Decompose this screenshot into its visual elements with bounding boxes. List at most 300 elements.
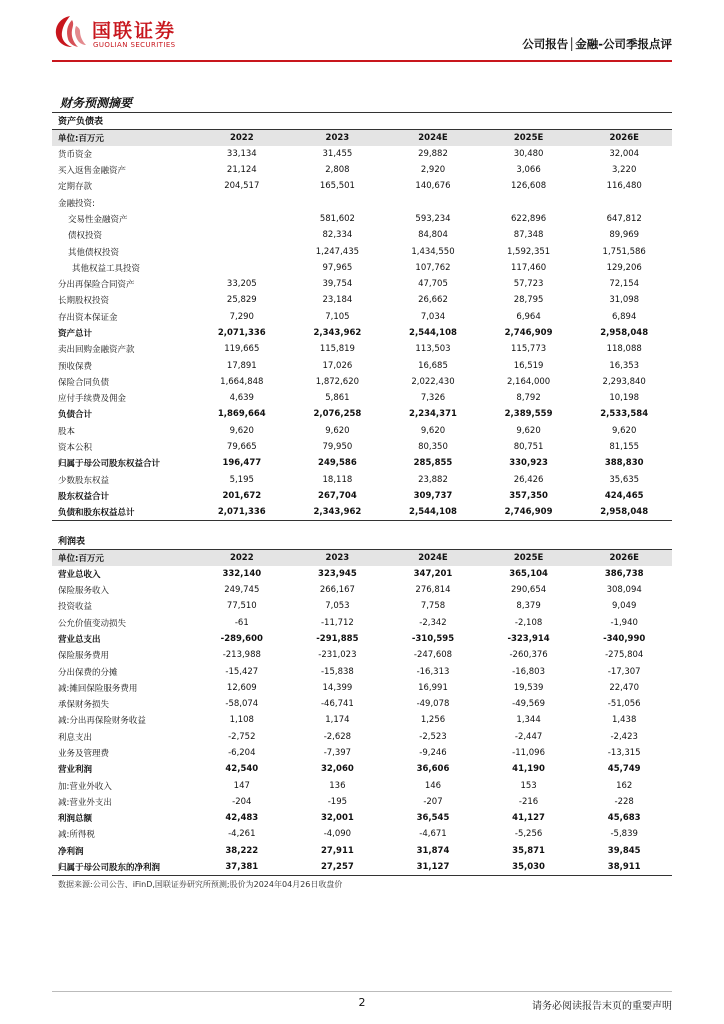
cell-value: -2,342: [419, 617, 447, 628]
row-label: 负债合计: [58, 410, 93, 421]
table-row: [52, 614, 672, 630]
cell-value: -2,447: [514, 731, 543, 742]
cell-value: 276,814: [415, 585, 451, 596]
cell-value: 21,124: [226, 165, 257, 176]
year-header: 2024E: [385, 549, 481, 565]
logo-text-en: GUOLIAN SECURITIES: [93, 41, 176, 49]
table-row: [52, 598, 672, 614]
cell-value: 16,353: [609, 360, 640, 371]
row-label: 股东权益合计: [58, 491, 110, 502]
cell-value: -213,988: [222, 650, 261, 661]
cell-value: 29,882: [418, 148, 448, 159]
cell-value: 2,544,108: [409, 328, 457, 338]
row-label: 减:所得税: [58, 830, 95, 841]
cell-value: 424,465: [604, 490, 644, 501]
cell-value: -260,376: [509, 650, 548, 661]
cell-value: 17,891: [226, 360, 257, 371]
cell-value: 2,343,962: [313, 328, 362, 338]
table-caption: 资产负债表: [52, 113, 672, 129]
cell-value: -49,569: [512, 699, 545, 710]
year-header: 2022: [194, 129, 290, 145]
table-row: [52, 488, 672, 504]
cell-value: 9,620: [516, 425, 541, 436]
cell-value: -4,671: [419, 829, 447, 840]
cell-value: 249,745: [224, 585, 260, 596]
cell-value: 2,958,048: [576, 504, 672, 520]
cell-value: -6,204: [228, 748, 256, 758]
cell-value: 26,426: [513, 474, 544, 485]
cell-value: 323,945: [318, 568, 357, 579]
table-row: [52, 566, 672, 582]
cell-value: -58,074: [225, 699, 259, 710]
cell-value: 162: [616, 780, 633, 791]
table-row: [52, 826, 672, 842]
cell-value: -17,307: [607, 666, 641, 677]
table-row: [52, 504, 672, 520]
cell-value: -291,885: [316, 633, 359, 644]
report-type: 公司报告│金融-公司季报点评: [522, 37, 672, 51]
cell-value: 80,350: [418, 442, 448, 453]
cell-value: 26,662: [418, 295, 448, 306]
row-label: 分出保费的分摊: [58, 667, 118, 678]
cell-value: 622,896: [511, 213, 547, 224]
row-label: 长期股权投资: [58, 296, 110, 307]
cell-value: -204: [232, 796, 252, 807]
cell-value: 388,830: [604, 458, 644, 469]
table-row: [52, 162, 672, 178]
year-header: 2023: [290, 549, 386, 565]
cell-value: 7,034: [420, 311, 446, 322]
cell-value: 2,343,962: [290, 504, 386, 520]
cell-value: 6,964: [516, 311, 541, 322]
cell-value: 126,608: [511, 181, 547, 192]
row-label: 定期存款: [58, 182, 93, 193]
cell-value: -195: [327, 796, 348, 807]
table-row: [52, 423, 672, 439]
cell-value: -289,600: [220, 633, 263, 644]
cell-value: 119,665: [224, 344, 260, 355]
cell-value: 25,829: [226, 295, 257, 306]
cell-value: -15,427: [225, 666, 259, 677]
cell-value: 9,049: [612, 601, 637, 612]
cell-value: -9,246: [419, 748, 447, 758]
cell-value: 593,234: [415, 213, 451, 224]
guolian-logo-icon: [52, 14, 88, 48]
row-label: 保险服务收入: [58, 586, 110, 597]
table-row: [52, 341, 672, 357]
cell-value: -13,315: [607, 748, 641, 758]
cell-value: -310,595: [411, 633, 455, 644]
cell-value: -207: [423, 796, 443, 807]
row-label: 资本公积: [58, 443, 93, 454]
cell-value: 35,871: [512, 845, 545, 856]
cell-value: -49,078: [416, 699, 450, 710]
cell-value: [194, 243, 290, 259]
table-row: [52, 745, 672, 761]
cell-value: 82,334: [322, 230, 353, 241]
cell-value: 9,620: [325, 425, 350, 436]
cell-value: 357,350: [509, 490, 548, 501]
row-label: 减:摊回保险服务费用: [58, 683, 138, 694]
cell-value: 1,434,550: [411, 246, 455, 257]
source-note: 数据来源:公司公告、iFinD,国联证券研究所预测;股价为2024年04月26日收盘价: [58, 880, 343, 889]
cell-value: [481, 194, 577, 210]
cell-value: 249,586: [318, 458, 357, 469]
cell-value: 33,205: [226, 279, 257, 290]
cell-value: 1,664,848: [220, 376, 264, 387]
table-row: [52, 292, 672, 308]
table-caption-row: [52, 533, 672, 549]
row-label: 预收保费: [58, 361, 93, 372]
cell-value: -16,803: [512, 666, 545, 677]
cell-value: 5,861: [325, 393, 350, 404]
page-number: 2: [358, 996, 366, 1009]
section-title: 财务预测摘要: [60, 96, 133, 110]
cell-value: 8,792: [516, 393, 541, 404]
row-label: 营业总支出: [58, 634, 101, 645]
row-label: 承保财务损失: [58, 700, 110, 711]
table-row: [52, 439, 672, 455]
cell-value: 1,869,664: [217, 409, 266, 420]
cell-value: 3,066: [516, 165, 541, 176]
row-label: 金融投资:: [58, 198, 95, 209]
cell-value: [194, 211, 290, 227]
cell-value: 30,480: [513, 148, 544, 159]
cell-value: 19,539: [513, 682, 544, 693]
cell-value: -2,752: [228, 731, 256, 742]
cell-value: 37,381: [194, 859, 290, 875]
cell-value: [290, 194, 386, 210]
cell-value: -7,397: [323, 748, 352, 758]
table-row: [52, 211, 672, 227]
row-label: 归属于母公司股东权益合计: [58, 459, 161, 470]
row-label: 保险合同负债: [58, 377, 110, 388]
cell-value: -323,914: [507, 633, 550, 644]
cell-value: 7,758: [420, 601, 446, 612]
cell-value: 146: [424, 780, 442, 791]
cell-value: 72,154: [609, 279, 640, 290]
cell-value: 41,127: [512, 813, 545, 824]
row-label: 利润总额: [58, 814, 93, 825]
table-caption-row: [52, 113, 672, 129]
cell-value: 32,060: [320, 764, 354, 775]
cell-value: -16,313: [416, 666, 450, 677]
cell-value: 35,635: [609, 474, 640, 485]
row-label: 负债和股东权益总计: [52, 504, 194, 520]
cell-value: 1,344: [516, 715, 541, 726]
cell-value: 308,094: [606, 585, 642, 596]
cell-value: 57,723: [513, 279, 544, 290]
cell-value: 1,751,586: [602, 246, 646, 257]
cell-value: 31,098: [609, 295, 640, 306]
cell-value: 27,911: [320, 845, 354, 856]
cell-value: -5,839: [610, 829, 638, 840]
cell-value: [194, 227, 290, 243]
cell-value: 23,184: [322, 295, 353, 306]
cell-value: -15,838: [320, 666, 354, 677]
cell-value: 97,965: [322, 262, 353, 273]
cell-value: 47,705: [418, 279, 448, 290]
row-label: 分出再保险合同资产: [58, 280, 135, 291]
cell-value: 386,738: [604, 568, 644, 579]
header-divider: [52, 60, 672, 62]
table-row: [52, 794, 672, 810]
cell-value: 2,746,909: [504, 328, 553, 338]
table-row: [52, 374, 672, 390]
cell-value: 365,104: [509, 568, 548, 579]
row-label: 减:分出再保险财务收益: [58, 716, 146, 727]
cell-value: 8,379: [516, 601, 541, 612]
table-row: [52, 260, 672, 276]
table-row: [52, 390, 672, 406]
cell-value: 129,206: [606, 262, 642, 273]
cell-value: 2,920: [420, 165, 446, 176]
table-row: [52, 843, 672, 859]
cell-value: -340,990: [603, 633, 646, 644]
table-row: [52, 325, 672, 341]
cell-value: 35,030: [481, 859, 577, 875]
table-row: [52, 194, 672, 210]
cell-value: 285,855: [413, 458, 453, 469]
balance-sheet-table: [52, 113, 672, 521]
row-label: 减:营业外支出: [58, 797, 112, 808]
disclaimer: 请务必阅读报告末页的重要声明: [532, 1001, 672, 1012]
cell-value: 45,683: [607, 813, 641, 824]
cell-value: 115,773: [511, 344, 547, 355]
cell-value: -51,056: [607, 699, 641, 710]
cell-value: 87,348: [513, 230, 544, 241]
cell-value: 79,665: [226, 442, 257, 453]
row-label: 应付手续费及佣金: [58, 394, 127, 405]
row-label: 存出资本保证金: [58, 312, 118, 323]
row-label: 卖出回购金融资产款: [58, 345, 135, 356]
cell-value: 89,969: [609, 230, 640, 241]
table-row: [52, 663, 672, 679]
cell-value: 81,155: [609, 442, 640, 453]
table-row: [52, 309, 672, 325]
cell-value: 12,609: [226, 682, 257, 693]
cell-value: 1,872,620: [315, 376, 360, 387]
page-header: [0, 0, 724, 66]
cell-value: -2,523: [419, 731, 447, 742]
row-label: 股本: [58, 426, 76, 437]
cell-value: 7,105: [325, 311, 350, 322]
cell-value: 18,118: [322, 474, 353, 485]
row-label: 其他债权投资: [68, 247, 120, 258]
cell-value: 2,544,108: [385, 504, 481, 520]
cell-value: [194, 194, 290, 210]
cell-value: 2,076,258: [313, 409, 362, 420]
cell-value: 113,503: [415, 344, 451, 355]
year-header: 2022: [194, 549, 290, 565]
cell-value: 347,201: [413, 568, 453, 579]
cell-value: 80,751: [513, 442, 544, 453]
cell-value: 9,620: [229, 425, 254, 436]
cell-value: -275,804: [605, 650, 644, 661]
row-label: 交易性金融资产: [68, 214, 128, 225]
row-label: 少数股东权益: [58, 475, 110, 486]
cell-value: 38,222: [225, 845, 259, 856]
cell-value: 136: [329, 780, 346, 791]
cell-value: -46,741: [320, 699, 354, 710]
table-row: [52, 680, 672, 696]
cell-value: 28,795: [513, 295, 544, 306]
cell-value: 116,480: [606, 181, 642, 192]
table-row: [52, 227, 672, 243]
cell-value: -231,023: [318, 650, 357, 661]
cell-value: 2,234,371: [409, 409, 457, 420]
table-row: [52, 276, 672, 292]
row-label: 保险服务费用: [58, 651, 110, 662]
cell-value: 2,293,840: [602, 376, 646, 387]
cell-value: 1,256: [420, 715, 446, 726]
cell-value: 23,882: [418, 474, 448, 485]
cell-value: 9,620: [420, 425, 446, 436]
cell-value: [194, 260, 290, 276]
table-row: [52, 472, 672, 488]
cell-value: -5,256: [514, 829, 543, 840]
cell-value: -11,712: [320, 617, 354, 628]
cell-value: 16,685: [418, 360, 448, 371]
cell-value: 1,247,435: [315, 246, 360, 257]
cell-value: 45,749: [607, 764, 641, 775]
cell-value: -2,108: [514, 617, 543, 628]
table-row: [52, 582, 672, 598]
cell-value: 2,071,336: [217, 328, 266, 338]
table-row: [52, 357, 672, 373]
table-row: [52, 729, 672, 745]
cell-value: 33,134: [226, 148, 257, 159]
row-label: 资产总计: [58, 329, 93, 339]
table-row: [52, 810, 672, 826]
table-header-row: [52, 129, 672, 145]
table-row: [52, 406, 672, 422]
table-header-row: [52, 549, 672, 565]
cell-value: 39,845: [607, 845, 641, 856]
row-label: 业务及管理费: [58, 749, 110, 759]
cell-value: 1,592,351: [506, 246, 551, 257]
table-row: [52, 696, 672, 712]
cell-value: 41,190: [512, 764, 545, 775]
row-label: 加:营业外收入: [58, 781, 112, 792]
cell-value: 42,483: [225, 813, 259, 824]
cell-value: -1,940: [610, 617, 638, 628]
cell-value: 107,762: [415, 262, 451, 273]
cell-value: 118,088: [606, 344, 642, 355]
cell-value: 201,672: [222, 490, 262, 501]
cell-value: 165,501: [319, 181, 355, 192]
cell-value: 32,004: [609, 148, 640, 159]
cell-value: 36,545: [416, 813, 450, 824]
footer-divider: [52, 991, 672, 992]
cell-value: -61: [234, 617, 249, 628]
cell-value: 267,704: [318, 490, 357, 501]
cell-value: -11,096: [512, 748, 545, 758]
cell-value: 16,519: [513, 360, 544, 371]
cell-value: 153: [520, 780, 537, 791]
cell-value: -216: [518, 796, 539, 807]
table-row: [52, 859, 672, 875]
cell-value: 2,533,584: [600, 409, 649, 420]
row-label: 净利润: [58, 846, 84, 857]
cell-value: 31,455: [322, 148, 353, 159]
cell-value: 10,198: [609, 393, 640, 404]
table-row: [52, 243, 672, 259]
table-row: [52, 777, 672, 793]
income-statement-table: [52, 533, 672, 876]
year-header: 2025E: [481, 129, 577, 145]
table-row: [52, 712, 672, 728]
cell-value: 32,001: [320, 813, 354, 824]
cell-value: 117,460: [511, 262, 547, 273]
cell-value: 204,517: [224, 181, 260, 192]
row-label: 其他权益工具投资: [72, 263, 141, 274]
cell-value: 7,290: [229, 311, 254, 322]
cell-value: 84,804: [418, 230, 448, 241]
cell-value: 290,654: [511, 585, 547, 596]
cell-value: 647,812: [606, 213, 642, 224]
row-label: 货币资金: [58, 149, 93, 160]
cell-value: 22,470: [609, 682, 640, 693]
cell-value: 16,991: [418, 682, 448, 693]
cell-value: 38,911: [576, 859, 672, 875]
cell-value: -247,608: [413, 650, 453, 661]
cell-value: 42,540: [225, 764, 259, 775]
cell-value: -4,090: [323, 829, 352, 840]
year-header: 2026E: [576, 549, 672, 565]
cell-value: 2,808: [325, 165, 350, 176]
cell-value: 6,894: [612, 311, 637, 322]
cell-value: 115,819: [319, 344, 355, 355]
cell-value: 5,195: [229, 474, 254, 485]
table-row: [52, 146, 672, 162]
cell-value: 31,127: [385, 859, 481, 875]
cell-value: 330,923: [509, 458, 548, 469]
cell-value: -228: [614, 796, 634, 807]
cell-value: -2,423: [610, 731, 638, 742]
cell-value: -4,261: [228, 829, 256, 840]
row-label: 营业总收入: [58, 569, 101, 580]
cell-value: 2,958,048: [600, 328, 649, 338]
table-row: [52, 761, 672, 777]
table-row: [52, 631, 672, 647]
row-label: 投资收益: [58, 602, 93, 613]
cell-value: 36,606: [416, 764, 450, 775]
cell-value: 27,257: [290, 859, 386, 875]
cell-value: 14,399: [322, 682, 353, 693]
cell-value: 7,326: [420, 393, 446, 404]
row-label: 买入返售金融资产: [58, 166, 127, 177]
cell-value: 266,167: [319, 585, 355, 596]
cell-value: 309,737: [413, 490, 453, 501]
cell-value: 1,438: [612, 715, 637, 726]
table-row: [52, 647, 672, 663]
row-label: 利息支出: [58, 732, 93, 743]
cell-value: 2,164,000: [506, 376, 551, 387]
cell-value: 7,053: [325, 601, 350, 612]
row-label: 营业利润: [58, 765, 93, 776]
cell-value: 581,602: [319, 213, 355, 224]
cell-value: 3,220: [612, 165, 637, 176]
row-label: 归属于母公司股东的净利润: [52, 859, 194, 875]
cell-value: 31,874: [416, 845, 450, 856]
cell-value: 332,140: [222, 568, 262, 579]
year-header: 2026E: [576, 129, 672, 145]
cell-value: 1,108: [229, 715, 254, 726]
year-header: 2025E: [481, 549, 577, 565]
cell-value: 17,026: [322, 360, 353, 371]
cell-value: 2,746,909: [481, 504, 577, 520]
